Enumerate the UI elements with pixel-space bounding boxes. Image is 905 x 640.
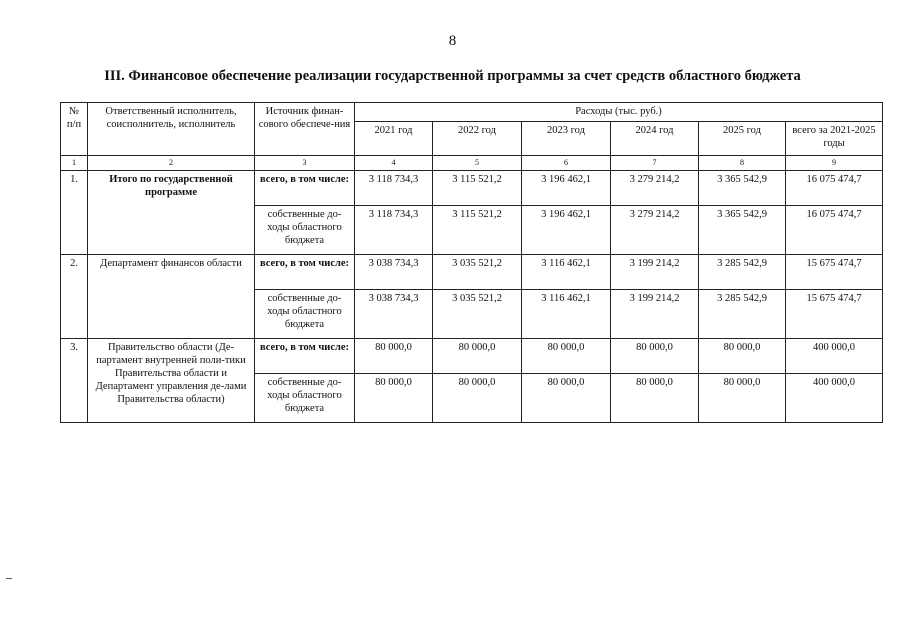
amount-cell: 16 075 474,7 (786, 171, 883, 206)
amount-cell: 400 000,0 (786, 339, 883, 374)
row-number-cell: 3. (61, 339, 88, 423)
source-cell: всего, в том числе: (255, 339, 355, 374)
amount-cell: 400 000,0 (786, 374, 883, 423)
header-cell-executor: Ответственный исполнитель, соисполнитель, исполнитель (88, 103, 255, 156)
column-number: 6 (522, 156, 611, 171)
amount-cell: 3 035 521,2 (433, 255, 522, 290)
table-row (61, 339, 883, 374)
amount-cell: 80 000,0 (355, 374, 433, 423)
amount-cell: 3 196 462,1 (522, 206, 611, 255)
amount-cell: 3 115 521,2 (433, 171, 522, 206)
amount-cell: 3 116 462,1 (522, 255, 611, 290)
column-number: 3 (255, 156, 355, 171)
executor-cell: Департамент финансов области (88, 255, 255, 339)
budget-table (60, 102, 883, 423)
header-cell-no: № п/п (61, 103, 88, 156)
column-number: 7 (611, 156, 699, 171)
amount-cell: 3 118 734,3 (355, 171, 433, 206)
column-number: 4 (355, 156, 433, 171)
page-number: 8 (448, 33, 457, 49)
executor-cell: Правительство области (Де-партамент внутренней поли-тики Правительства области и Департамент управления де-лами Правительства области) (88, 339, 255, 423)
amount-cell: 80 000,0 (355, 339, 433, 374)
amount-cell: 80 000,0 (522, 374, 611, 423)
amount-cell: 15 675 474,7 (786, 290, 883, 339)
column-number: 2 (88, 156, 255, 171)
source-cell: собственные до-ходы областного бюджета (255, 290, 355, 339)
amount-cell: 3 035 521,2 (433, 290, 522, 339)
source-cell: всего, в том числе: (255, 255, 355, 290)
amount-cell: 3 038 734,3 (355, 255, 433, 290)
amount-cell: 3 038 734,3 (355, 290, 433, 339)
amount-cell: 80 000,0 (611, 339, 699, 374)
column-number-row (61, 156, 883, 171)
amount-cell: 3 115 521,2 (433, 206, 522, 255)
row-number-cell: 2. (61, 255, 88, 339)
column-number: 1 (61, 156, 88, 171)
amount-cell: 3 196 462,1 (522, 171, 611, 206)
amount-cell: 3 199 214,2 (611, 290, 699, 339)
table-row (61, 255, 883, 290)
amount-cell: 3 199 214,2 (611, 255, 699, 290)
column-number: 8 (699, 156, 786, 171)
amount-cell: 80 000,0 (699, 374, 786, 423)
amount-cell: 3 285 542,9 (699, 290, 786, 339)
amount-cell: 80 000,0 (522, 339, 611, 374)
amount-cell: 80 000,0 (433, 339, 522, 374)
header-year-2025: 2025 год (699, 122, 786, 156)
row-number-cell: 1. (61, 171, 88, 255)
amount-cell: 80 000,0 (611, 374, 699, 423)
amount-cell: 15 675 474,7 (786, 255, 883, 290)
amount-cell: 80 000,0 (699, 339, 786, 374)
amount-cell: 3 279 214,2 (611, 171, 699, 206)
amount-cell: 80 000,0 (433, 374, 522, 423)
amount-cell: 3 116 462,1 (522, 290, 611, 339)
column-number: 9 (786, 156, 883, 171)
document-title: III. Финансовое обеспечение реализации государственной программы за счет средств областного бюджета (104, 68, 801, 84)
executor-cell: Итого по государственной программе (88, 171, 255, 255)
header-year-2023: 2023 год (522, 122, 611, 156)
source-cell: всего, в том числе: (255, 171, 355, 206)
amount-cell: 3 285 542,9 (699, 255, 786, 290)
column-number: 5 (433, 156, 522, 171)
amount-cell: 3 365 542,9 (699, 206, 786, 255)
source-cell: собственные до-ходы областного бюджета (255, 206, 355, 255)
header-cell-source: Источник финан-сового обеспече-ния (255, 103, 355, 156)
amount-cell: 3 279 214,2 (611, 206, 699, 255)
header-year-2024: 2024 год (611, 122, 699, 156)
amount-cell: 16 075 474,7 (786, 206, 883, 255)
header-year-2021: 2021 год (355, 122, 433, 156)
margin-mark (6, 578, 12, 579)
source-cell: собственные до-ходы областного бюджета (255, 374, 355, 423)
table-row (61, 171, 883, 206)
amount-cell: 3 365 542,9 (699, 171, 786, 206)
header-cell-expenses: Расходы (тыс. руб.) (355, 103, 883, 122)
header-total-2021-2025: всего за 2021-2025 годы (786, 122, 883, 156)
amount-cell: 3 118 734,3 (355, 206, 433, 255)
header-year-2022: 2022 год (433, 122, 522, 156)
